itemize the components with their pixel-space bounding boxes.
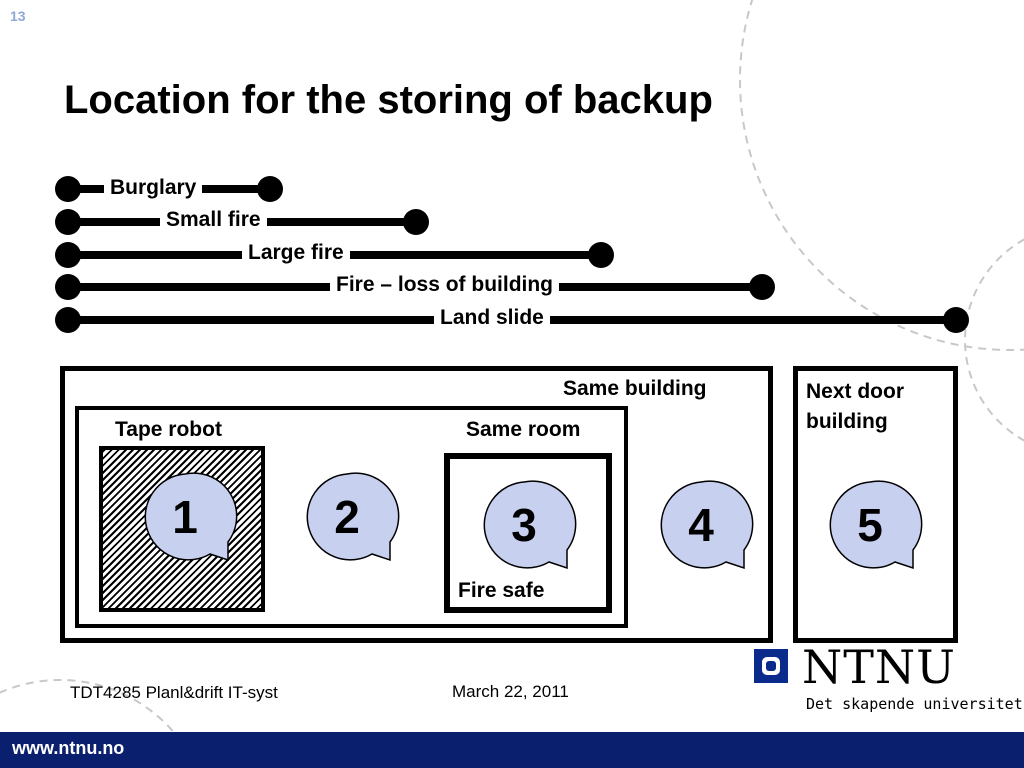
location-bubble-5 bbox=[825, 480, 925, 580]
threat-start-dot-land-slide bbox=[55, 307, 81, 333]
same-building-label: Same building bbox=[563, 377, 707, 400]
footer-date: March 22, 2011 bbox=[452, 682, 569, 701]
bubble-number-2: 2 bbox=[334, 491, 360, 543]
footer-url-link[interactable]: www.ntnu.no bbox=[12, 738, 125, 758]
slide-number: 13 bbox=[10, 8, 26, 24]
threat-end-dot-large-fire bbox=[588, 242, 614, 268]
same-room-label: Same room bbox=[466, 418, 581, 441]
location-bubble-1 bbox=[140, 472, 240, 572]
threat-end-dot-burglary bbox=[257, 176, 283, 202]
bubble-number-4: 4 bbox=[688, 499, 714, 551]
threat-label-loss-of-building: Fire – loss of building bbox=[330, 272, 559, 298]
next-door-building-label: Next door building bbox=[806, 380, 905, 433]
location-bubble-4 bbox=[656, 480, 756, 580]
threat-label-burglary: Burglary bbox=[104, 175, 202, 201]
threat-label-land-slide: Land slide bbox=[434, 305, 550, 331]
threat-label-large-fire: Large fire bbox=[242, 240, 350, 266]
bubble-number-3: 3 bbox=[511, 499, 537, 551]
threat-label-small-fire: Small fire bbox=[160, 207, 267, 233]
fire-safe-label: Fire safe bbox=[458, 579, 545, 602]
threat-end-dot-small-fire bbox=[403, 209, 429, 235]
threat-end-dot-loss-of-building bbox=[749, 274, 775, 300]
ntnu-logo-wordmark: NTNU bbox=[802, 640, 956, 694]
footer-bar bbox=[0, 732, 1024, 768]
bubble-number-5: 5 bbox=[857, 499, 883, 551]
threat-start-dot-loss-of-building bbox=[55, 274, 81, 300]
location-bubble-3 bbox=[479, 480, 579, 580]
ntnu-logo-icon bbox=[754, 649, 788, 683]
bubble-number-1: 1 bbox=[172, 491, 198, 543]
footer-course: TDT4285 Planl&drift IT-syst bbox=[70, 683, 278, 702]
ntnu-logo-tagline: Det skapende universitet bbox=[806, 695, 1023, 713]
location-bubble-2 bbox=[302, 472, 402, 572]
threat-start-dot-large-fire bbox=[55, 242, 81, 268]
threat-start-dot-small-fire bbox=[55, 209, 81, 235]
tape-robot-label: Tape robot bbox=[115, 418, 222, 441]
page-title: Location for the storing of backup bbox=[64, 78, 713, 122]
threat-start-dot-burglary bbox=[55, 176, 81, 202]
threat-end-dot-land-slide bbox=[943, 307, 969, 333]
